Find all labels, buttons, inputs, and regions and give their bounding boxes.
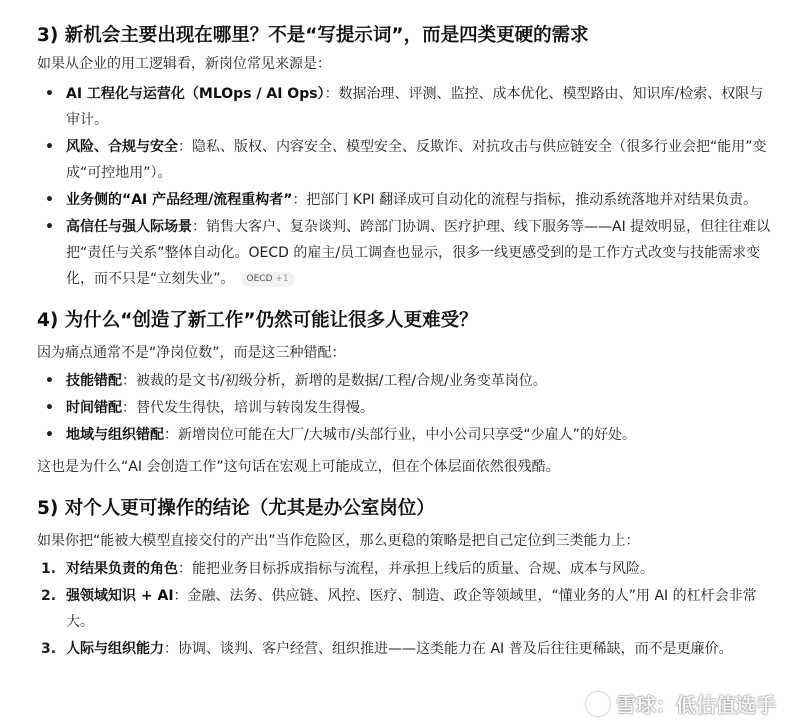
list-item: 1. 对结果负责的角色：能把业务目标拆成指标与流程，并承担上线后的质量、合规、成本与风险。 xyxy=(41,561,654,577)
list-item: • 业务侧的“AI 产品经理/流程重构者”：把部门 KPI 翻译成可自动化的流程与指标，推动系统落地并对结果负责。 xyxy=(45,192,758,208)
section-4-heading: 4) 为什么“创造了新工作”仍然可能让很多人更难受？ xyxy=(37,310,478,331)
section-3-heading: 3) 新机会主要出现在哪里？不是“写提示词”，而是四类更硬的需求 xyxy=(37,25,589,46)
section-4-outro: 这也是为什么“AI 会创造工作”这句话在宏观上可能成立，但在个体层面依然很残酷。 xyxy=(37,459,560,475)
citation-chip[interactable]: OECD +1 xyxy=(241,272,295,287)
watermark: 雪球：低估值选手 xyxy=(586,689,776,718)
list-item: 3. 人际与组织能力：协调、谈判、客户经营、组织推进——这类能力在 AI 普及后往往更稀缺，而不是更廉价。 xyxy=(41,641,733,657)
list-item: 2. 强领域知识 + AI：金融、法务、供应链、风控、医疗、制造、政企等领域里，“懂业务的人”用 AI 的杠杆会非常大。 xyxy=(41,588,757,630)
section-5-heading: 5) 对个人更可操作的结论（尤其是办公室岗位） xyxy=(37,498,435,519)
section-5-intro: 如果你把“能被大模型直接交付的产出”当作危险区，那么更稳的策略是把自己定位到三类能力上： xyxy=(37,533,640,549)
section-3-list xyxy=(37,81,777,292)
list-item: • 技能错配：被裁的是文书/初级分析，新增的是数据/工程/合规/业务变革岗位。 xyxy=(45,373,547,389)
list-item: • 时间错配：替代发生得快，培训与转岗发生得慢。 xyxy=(45,400,374,416)
snowball-logo-icon xyxy=(586,692,610,716)
section-4-list xyxy=(37,368,777,448)
document xyxy=(37,0,777,663)
list-item: • 高信任与强人际场景：销售大客户、复杂谈判、跨部门协调、医疗护理、线下服务等——AI 提效明显，但往往难以把“责任与关系”整体自动化。OECD 的雇主/员工调查也显示，很多一线更感受到的是工作方式改变与技能需求变化，而不只是“立刻失业”。 OECD +1 xyxy=(45,219,771,287)
list-item: • 风险、合规与安全：隐私、版权、内容安全、模型安全、反欺诈、对抗攻击与供应链安全（很多行业会把“能用”变成“可控地用”）。 xyxy=(45,139,767,181)
list-item: • 地域与组织错配：新增岗位可能在大厂/大城市/头部行业，中小公司只享受“少雇人”的好处。 xyxy=(45,427,636,443)
section-5-list xyxy=(37,556,777,662)
list-item: • AI 工程化与运营化（MLOps / AI Ops）：数据治理、评测、监控、成本优化、模型路由、知识库/检索、权限与审计。 xyxy=(45,86,764,128)
section-4-intro: 因为痛点通常不是“净岗位数”，而是这三种错配： xyxy=(37,345,346,361)
section-3-intro: 如果从企业的用工逻辑看，新岗位常见来源是： xyxy=(37,56,331,72)
